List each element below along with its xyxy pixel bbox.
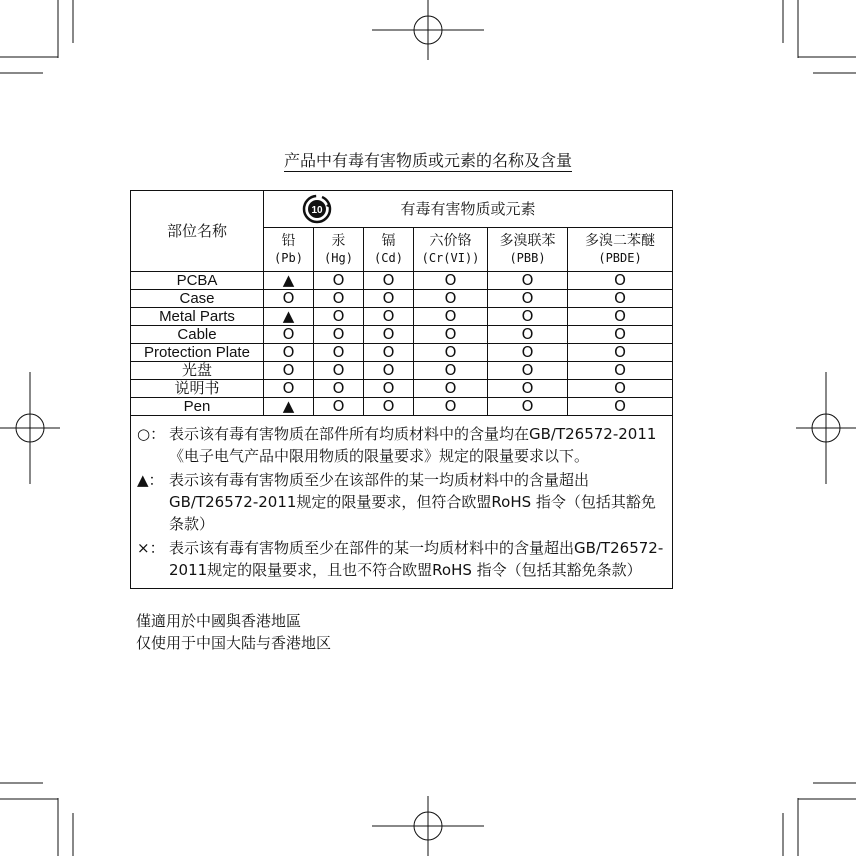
note-text: 表示该有毒有害物质至少在该部件的某一均质材料中的含量超出GB/T26572-2011规定的限量要求，但符合欧盟RoHS 指令（包括其豁免条款）: [169, 471, 656, 533]
substance-header: 六价铬 (Cr(VI)): [414, 228, 488, 272]
mark-cell: O: [314, 290, 364, 308]
mark-cell: O: [414, 308, 488, 326]
mark-cell: O: [568, 398, 673, 416]
mark-cell: O: [264, 326, 314, 344]
mark-cell: O: [568, 362, 673, 380]
substance-header: 多溴联苯 (PBB): [488, 228, 568, 272]
mark-cell: O: [314, 380, 364, 398]
note-item: [137, 423, 666, 467]
part-name-cell: Case: [131, 290, 264, 308]
mark-cell: O: [364, 398, 414, 416]
mark-cell: O: [264, 290, 314, 308]
mark-cell: O: [264, 344, 314, 362]
mark-cell: O: [364, 380, 414, 398]
mark-cell: O: [414, 272, 488, 290]
mark-cell: O: [488, 272, 568, 290]
substance-header: 铅 (Pb): [264, 228, 314, 272]
mark-cell: O: [414, 398, 488, 416]
mark-cell: O: [414, 290, 488, 308]
document-title: 产品中有毒有害物质或元素的名称及含量: [283, 151, 572, 170]
svg-text:10: 10: [311, 205, 323, 216]
table-row: [131, 362, 673, 380]
note-text: 表示该有毒有害物质至少在部件的某一均质材料中的含量超出GB/T26572-2011规定的限量要求，且也不符合欧盟RoHS 指令（包括其豁免条款）: [169, 539, 664, 579]
part-name-cell: 说明书: [131, 380, 264, 398]
mark-cell: ▲: [264, 308, 314, 326]
mark-cell: O: [488, 362, 568, 380]
hazardous-substances-table: [130, 190, 673, 589]
mark-cell: O: [488, 398, 568, 416]
note-text: 表示该有毒有害物质在部件所有均质材料中的含量均在GB/T26572-2011《电子电气产品中限用物质的限量要求》规定的限量要求以下。: [169, 425, 657, 465]
mark-cell: O: [364, 272, 414, 290]
mark-cell: O: [414, 362, 488, 380]
mark-cell: O: [314, 344, 364, 362]
mark-cell: O: [568, 272, 673, 290]
mark-cell: O: [488, 326, 568, 344]
mark-cell: O: [364, 344, 414, 362]
mark-cell: O: [364, 326, 414, 344]
notes-section: [131, 416, 673, 589]
table-row: [131, 326, 673, 344]
table-row: [131, 272, 673, 290]
table-row: [131, 344, 673, 362]
part-name-cell: 光盘: [131, 362, 264, 380]
mark-cell: O: [314, 272, 364, 290]
substance-header: 多溴二苯醚 (PBDE): [568, 228, 673, 272]
part-name-cell: Pen: [131, 398, 264, 416]
table-row: [131, 380, 673, 398]
footer-note-traditional: 僅適用於中國與香港地區: [136, 612, 302, 630]
mark-cell: O: [264, 362, 314, 380]
mark-cell: O: [264, 380, 314, 398]
mark-cell: ▲: [264, 272, 314, 290]
mark-cell: O: [364, 362, 414, 380]
table-row: [131, 290, 673, 308]
mark-cell: O: [314, 398, 364, 416]
part-name-header: 部位名称: [131, 191, 264, 272]
mark-cell: O: [314, 362, 364, 380]
substance-header: 镉 (Cd): [364, 228, 414, 272]
mark-cell: O: [314, 308, 364, 326]
note-bullet: ×：: [137, 539, 165, 557]
mark-cell: O: [364, 308, 414, 326]
mark-cell: O: [568, 290, 673, 308]
mark-cell: O: [414, 326, 488, 344]
mark-cell: O: [488, 308, 568, 326]
mark-cell: O: [414, 344, 488, 362]
mark-cell: ▲: [264, 398, 314, 416]
table-row: [131, 398, 673, 416]
mark-cell: O: [488, 344, 568, 362]
part-name-cell: PCBA: [131, 272, 264, 290]
mark-cell: O: [568, 380, 673, 398]
mark-cell: O: [364, 290, 414, 308]
substances-group-header: 10 有毒有害物质或元素: [264, 191, 673, 228]
part-name-cell: Metal Parts: [131, 308, 264, 326]
part-name-cell: Protection Plate: [131, 344, 264, 362]
part-name-cell: Cable: [131, 326, 264, 344]
note-item: [137, 469, 666, 535]
footer-note-simplified: 仅使用于中国大陆与香港地区: [136, 634, 332, 652]
table-row: [131, 308, 673, 326]
note-bullet: ▲：: [137, 471, 164, 489]
mark-cell: O: [314, 326, 364, 344]
mark-cell: O: [568, 344, 673, 362]
mark-cell: O: [488, 290, 568, 308]
mark-cell: O: [568, 326, 673, 344]
mark-cell: O: [414, 380, 488, 398]
substance-header: 汞 (Hg): [314, 228, 364, 272]
mark-cell: O: [488, 380, 568, 398]
mark-cell: O: [568, 308, 673, 326]
note-bullet: ○：: [137, 425, 166, 443]
note-item: [137, 537, 666, 581]
